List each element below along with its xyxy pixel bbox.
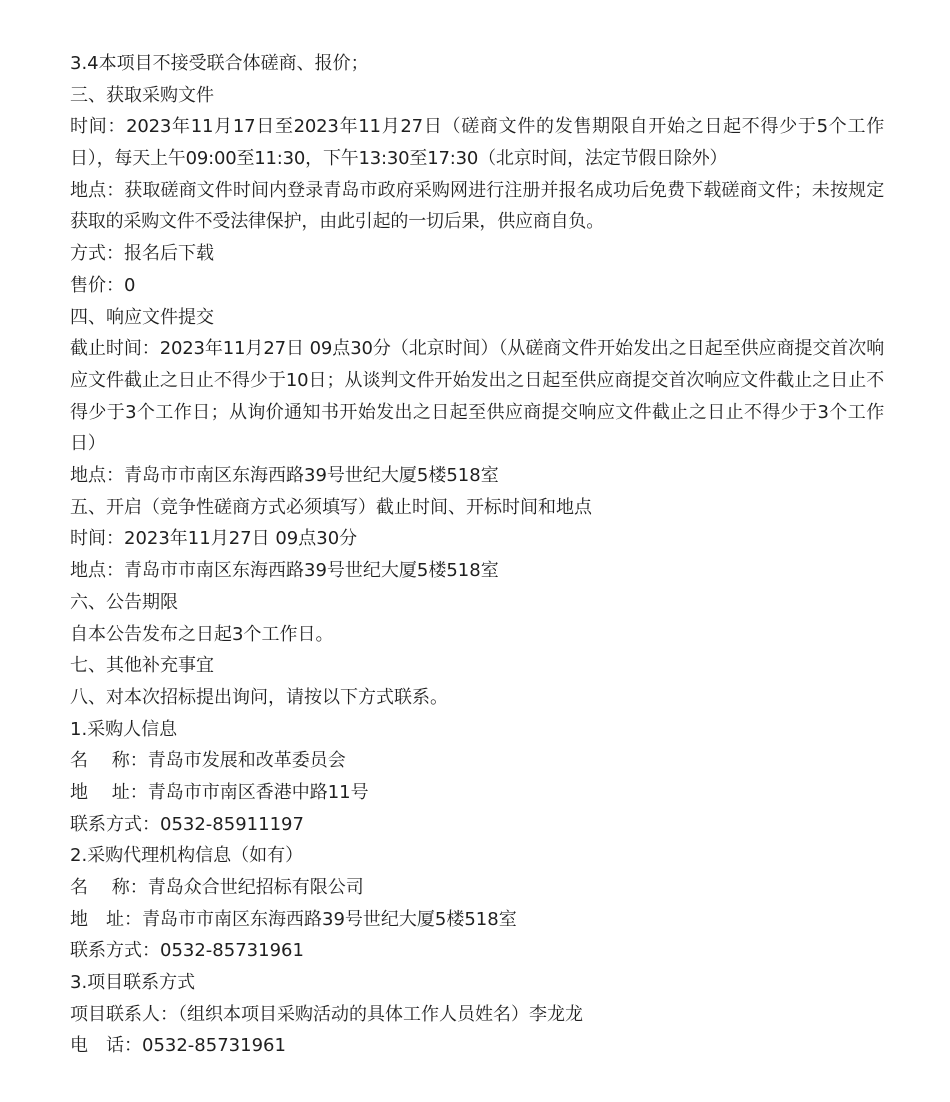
section-heading-obtain-documents: 三、获取采购文件: [70, 84, 214, 106]
text-line-project-contact-person: 项目联系人：（组织本项目采购活动的具体工作人员姓名）李龙龙: [70, 1003, 583, 1025]
text-line-purchaser-name: 名 称：青岛市发展和改革委员会: [70, 750, 346, 772]
section-heading-contact: 八、对本次招标提出询问，请按以下方式联系。: [70, 686, 448, 708]
text-line-price: 售价：0: [70, 274, 136, 296]
text-line-purchaser-phone: 联系方式：0532-85911197: [70, 813, 304, 835]
paragraph-obtain-location: 地点：获取磋商文件时间内登录青岛市政府采购网进行注册并报名成功后免费下载磋商文件；未按规定获取的采购文件不受法律保护，由此引起的一切后果，供应商自负。: [70, 179, 884, 233]
paragraph-obtain-time: 时间：2023年11月17日至2023年11月27日（磋商文件的发售期限自开始之日起不得少于5个工作日），每天上午09:00至11:30，下午13:30至17:30（北京时间，法定节假日除外）: [70, 116, 884, 170]
paragraph-deadline: 截止时间：2023年11月27日 09点30分（北京时间）（从磋商文件开始发出之日起至供应商提交首次响应文件截止之日止不得少于10日；从谈判文件开始发出之日起至供应商提交首次响应文件截止之日止不得少于3个工作日；从询价通知书开始发出之日起至供应商提交响应文件截止之日止不得少于3个工作日）: [70, 338, 884, 455]
text-line-opening-location: 地点：青岛市市南区东海西路39号世纪大厦5楼518室: [70, 560, 499, 582]
text-line-consortium: 3.4本项目不接受联合体磋商、报价；: [70, 53, 369, 74]
subheading-project-contact: 3.项目联系方式: [70, 972, 196, 994]
text-line-project-phone: 电 话：0532-85731961: [70, 1035, 286, 1057]
text-line-agency-phone: 联系方式：0532-85731961: [70, 940, 304, 962]
text-line-opening-time: 时间：2023年11月27日 09点30分: [70, 528, 358, 550]
subheading-agency-info: 2.采购代理机构信息（如有）: [70, 845, 304, 867]
text-line-method: 方式：报名后下载: [70, 243, 214, 265]
section-heading-supplementary: 七、其他补充事宜: [70, 655, 214, 677]
text-line-purchaser-address: 地 址：青岛市市南区香港中路11号: [70, 781, 369, 803]
text-line-submission-location: 地点：青岛市市南区东海西路39号世纪大厦5楼518室: [70, 465, 499, 487]
text-line-notice-period: 自本公告发布之日起3个工作日。: [70, 623, 334, 645]
section-heading-notice-period: 六、公告期限: [70, 591, 178, 613]
text-line-agency-name: 名 称：青岛众合世纪招标有限公司: [70, 877, 364, 898]
announcement-body: [70, 48, 884, 1062]
subheading-purchaser-info: 1.采购人信息: [70, 718, 178, 740]
section-heading-submission: 四、响应文件提交: [70, 306, 214, 328]
text-line-agency-address: 地 址：青岛市市南区东海西路39号世纪大厦5楼518室: [70, 908, 517, 930]
section-heading-opening: 五、开启（竞争性磋商方式必须填写）截止时间、开标时间和地点: [70, 496, 592, 518]
